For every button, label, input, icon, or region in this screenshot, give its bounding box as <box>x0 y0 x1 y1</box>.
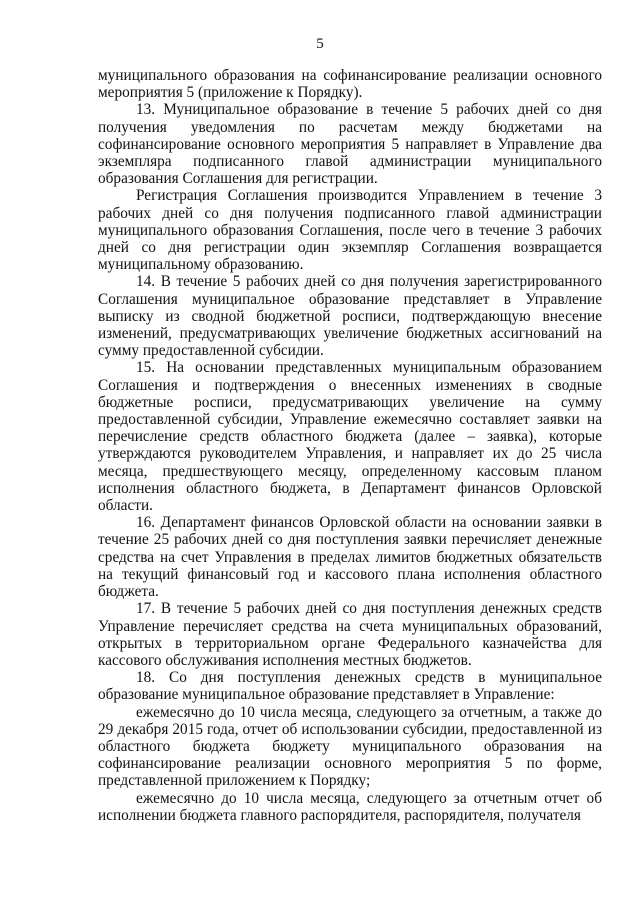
paragraph-16: 16. Департамент финансов Орловской области на основании заявки в течение 25 рабочих дней со дня поступления заявки перечисляет денежные средства на счет Управления в пределах лимитов бюджетных обязательств на текущий финансовый год и кассового плана исполнения областного бюджета. <box>98 514 602 601</box>
paragraph-15: 15. На основании представленных муниципальным образованием Соглашения и подтверждения о внесенных изменениях в сводные бюджетные росписи, предусматривающих увеличение на сумму предоставленной субсидии, Управление ежемесячно составляет заявки на перечисление средств областного бюджета (далее – заявка), которые утверждаются руководителем Управления, и направляет их до 25 числа месяца, предшествующего месяцу, определенному кассовым планом исполнения областного бюджета, в Департамент финансов Орловской области. <box>98 359 602 515</box>
paragraph-17: 17. В течение 5 рабочих дней со дня поступления денежных средств Управление перечисляет средства на счета муниципальных образований, открытых в территориальном органе Федерального казначейства для кассового обслуживания исполнения местных бюджетов. <box>98 600 602 669</box>
paragraph-18-budget-report: ежемесячно до 10 числа месяца, следующего за отчетным отчет об исполнении бюджета главного распорядителя, распорядителя, получателя <box>98 789 602 824</box>
page-number: 5 <box>316 36 324 52</box>
paragraph-continuation: муниципального образования на софинансирование реализации основного мероприятия 5 (приложение к Порядку). <box>98 67 602 102</box>
paragraph-registration: Регистрация Соглашения производится Управлением в течение 3 рабочих дней со дня получения подписанного главой администрации муниципального образования Соглашения, после чего в течение 3 рабочих дней со дня регистрации один экземпляр Соглашения возвращается муниципальному образованию. <box>98 187 602 274</box>
paragraph-18-monthly-report: ежемесячно до 10 числа месяца, следующего за отчетным, а также до 29 декабря 2015 года, отчет об использовании субсидии, предоставленной из областного бюджета бюджету муниципального образования на софинансирование реализации основного мероприятия 5 по форме, представленной приложением к Порядку; <box>98 703 602 790</box>
document-body <box>98 67 602 824</box>
paragraph-13: 13. Муниципальное образование в течение 5 рабочих дней со дня получения уведомления по расчетам между бюджетами на софинансирование основного мероприятия 5 направляет в Управление два экземпляра подписанного главой администрации муниципального образования Соглашения для регистрации. <box>98 101 602 188</box>
paragraph-18: 18. Со дня поступления денежных средств в муниципальное образование муниципальное образование представляет в Управление: <box>98 669 602 704</box>
paragraph-14: 14. В течение 5 рабочих дней со дня получения зарегистрированного Соглашения муниципальное образование представляет в Управление выписку из сводной бюджетной росписи, подтверждающую внесение изменений, предусматривающих увеличение бюджетных ассигнований на сумму предоставленной субсидии. <box>98 273 602 360</box>
